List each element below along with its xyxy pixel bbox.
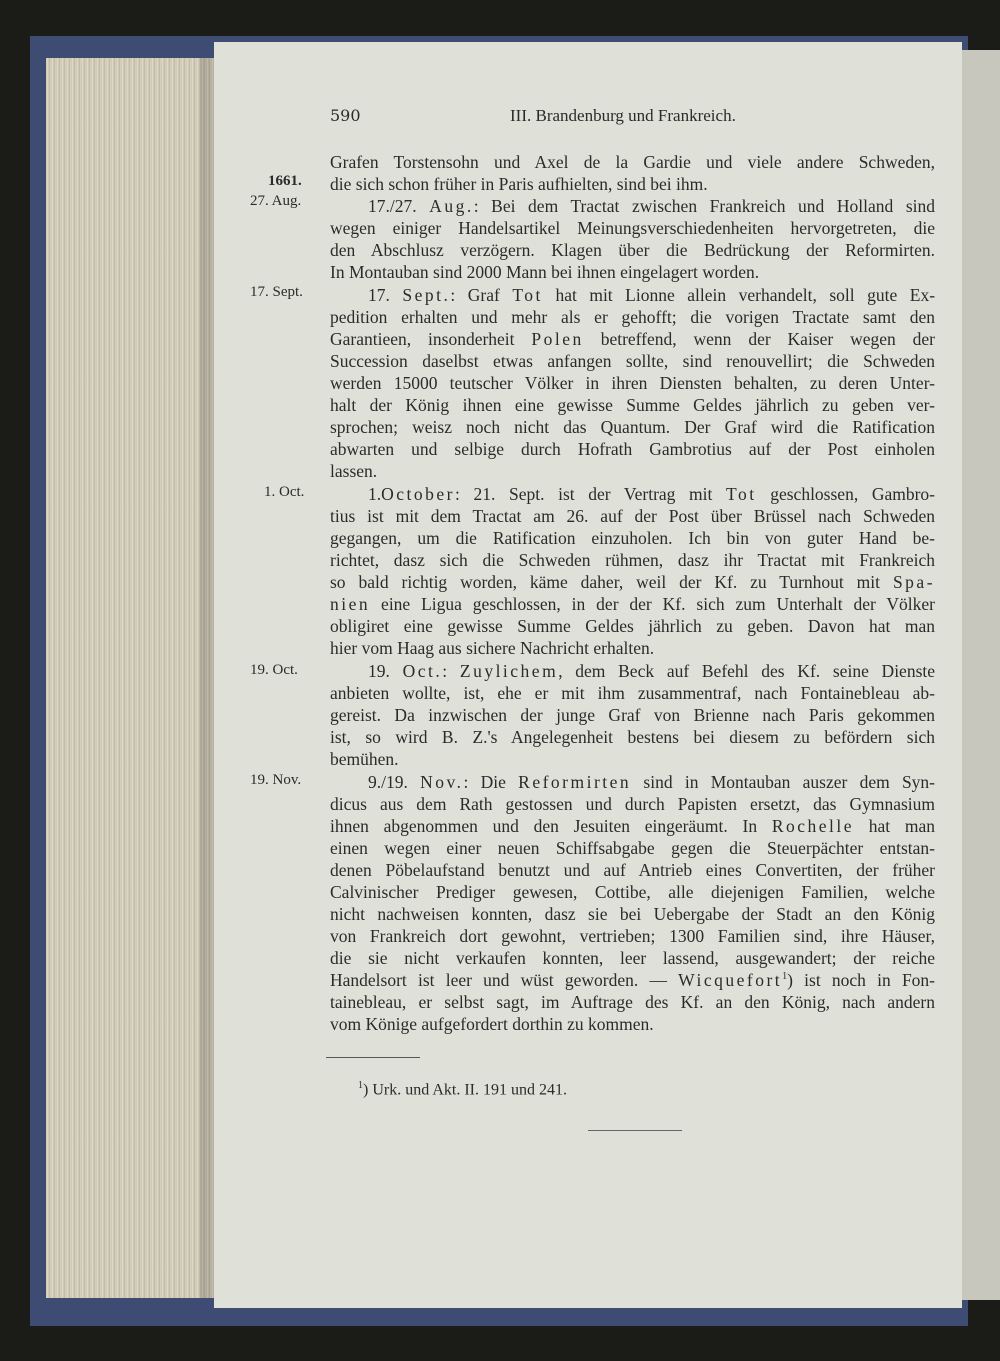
text-line: die sich schon früher in Paris aufhielten, sind bei ihm. <box>330 174 708 194</box>
text-line: einen wegen einer neuen Schiffsabgabe gegen die Steuerpächter entstan- <box>330 838 935 858</box>
text-line: obligiret eine gewisse Summe Geldes jährlich zu geben. Davon hat man <box>330 616 935 636</box>
text-line: lassen. <box>330 461 378 481</box>
margin-date-sept: 17. Sept. <box>250 284 303 300</box>
text-line: In Montauban sind 2000 Mann bei ihnen eingelagert worden. <box>330 262 760 282</box>
page-number: 590 <box>330 106 361 125</box>
text-line: so bald richtig worden, käme daher, weil der Kf. zu Turnhout mit Spa- <box>330 572 936 592</box>
margin-year: 1661. <box>268 173 302 189</box>
text-line: werden 15000 teutscher Völker in ihren Diensten behalten, zu deren Unter- <box>330 373 935 393</box>
text-line: ist, so wird B. Z.'s Angelegenheit bestens bei diesem zu befördern sich <box>330 727 935 747</box>
facing-page-edge <box>962 50 1000 1300</box>
text-line: 19. Oct.: Zuylichem, dem Beck auf Befehl des Kf. seine Dienste <box>368 661 936 681</box>
text-line: denen Pöbelaufstand benutzt und auf Antrieb eines Convertiten, der früher <box>330 860 935 880</box>
text-line: den Abschlusz verzögern. Klagen über die Bedrückung der Reformirten. <box>330 240 935 260</box>
text-line: sprochen; weisz noch nicht das Quantum. Der Graf wird die Ratification <box>330 417 935 437</box>
text-line: abwarten und selbige durch Hofrath Gambrotius auf der Post einholen <box>330 439 935 459</box>
text-line: anbieten wollte, ist, ehe er mit ihm zusammentraf, nach Fontainebleau ab- <box>330 683 935 703</box>
text-line: halt der König ihnen eine gewisse Summe Geldes jährlich zu geben ver- <box>330 395 935 415</box>
text-line: tius ist mit dem Tractat am 26. auf der Post über Brüssel nach Schweden <box>330 506 935 526</box>
margin-date-oct1: 1. Oct. <box>264 484 305 500</box>
text-line: dicus aus dem Rath gestossen und durch Papisten ersetzt, das Gymnasium <box>330 794 935 814</box>
text-line: ihnen abgenommen und den Jesuiten eingeräumt. In Rochelle hat man <box>330 816 936 836</box>
text-line: gegangen, um die Ratification einzuholen. Ich bin von guter Hand be- <box>330 528 935 548</box>
end-rule <box>588 1130 682 1131</box>
text-line: 9./19. Nov.: Die Reformirten sind in Montauban auszer dem Syn- <box>368 772 936 792</box>
text-line: richtet, dasz sich die Schweden rühmen, dasz ihr Tractat mit Frankreich <box>330 550 935 570</box>
text-line: pedition erhalten und mehr als er gehofft; die vorigen Tractate samt den <box>330 307 935 327</box>
margin-date-nov19: 19. Nov. <box>250 772 302 788</box>
margin-date-aug: 27. Aug. <box>250 193 302 209</box>
text-line: Calvinischer Prediger gewesen, Cottibe, alle diejenigen Familien, welche <box>330 882 935 902</box>
footnote-rule <box>326 1057 420 1058</box>
footnote: $^1$) Urk. und Akt. II. 191 und 241. <box>358 1080 567 1099</box>
text-line: nien eine Ligua geschlossen, in der der Kf. sich zum Unterhalt der Völker <box>330 594 936 614</box>
margin-date-oct19: 19. Oct. <box>250 662 298 678</box>
text-line: vom Könige aufgefordert dorthin zu kommen. <box>330 1014 654 1034</box>
text-line: nicht nachweisen konnten, dasz sie bei Uebergabe der Stadt an den König <box>330 904 935 924</box>
text-line: Garantieen, insonderheit Polen betreffend, wenn der Kaiser wegen der <box>330 329 935 349</box>
text-line: tainebleau, er selbst sagt, im Auftrage des Kf. an den König, nach andern <box>330 992 935 1012</box>
text-line: Grafen Torstensohn und Axel de la Gardie und viele andere Schweden, <box>330 152 935 172</box>
page-edges <box>46 58 214 1298</box>
text-line: 17. Sept.: Graf Tot hat mit Lionne allein verhandelt, soll gute Ex- <box>368 285 936 305</box>
text-line: 17./27. Aug.: Bei dem Tractat zwischen Frankreich und Holland sind <box>368 196 936 216</box>
text-line: hier vom Haag aus sichere Nachricht erhalten. <box>330 638 655 658</box>
text-line: wegen einiger Handelsartikel Meinungsverschiedenheiten hervorgetreten, die <box>330 218 935 238</box>
text-line: gereist. Da inzwischen der junge Graf von Brienne nach Paris gekommen <box>330 705 935 725</box>
text-line: von Frankreich dort gewohnt, vertrieben; 1300 Familien sind, ihre Häuser, <box>330 926 935 946</box>
running-title: III. Brandenburg und Frankreich. <box>510 106 736 125</box>
text-line: die sie nicht verkaufen konnten, leer lassend, ausgewandert; der reiche <box>330 948 935 968</box>
text-line: bemühen. <box>330 749 399 769</box>
text-line: 1.October: 21. Sept. ist der Vertrag mit Tot geschlossen, Gambro- <box>368 484 935 504</box>
text-line: Handelsort ist leer und wüst geworden. — Wicquefort$^1$) ist noch in Fon- <box>330 970 935 990</box>
text-line: Succession daselbst etwas anfangen sollte, sind renouvellirt; die Schweden <box>330 351 935 371</box>
